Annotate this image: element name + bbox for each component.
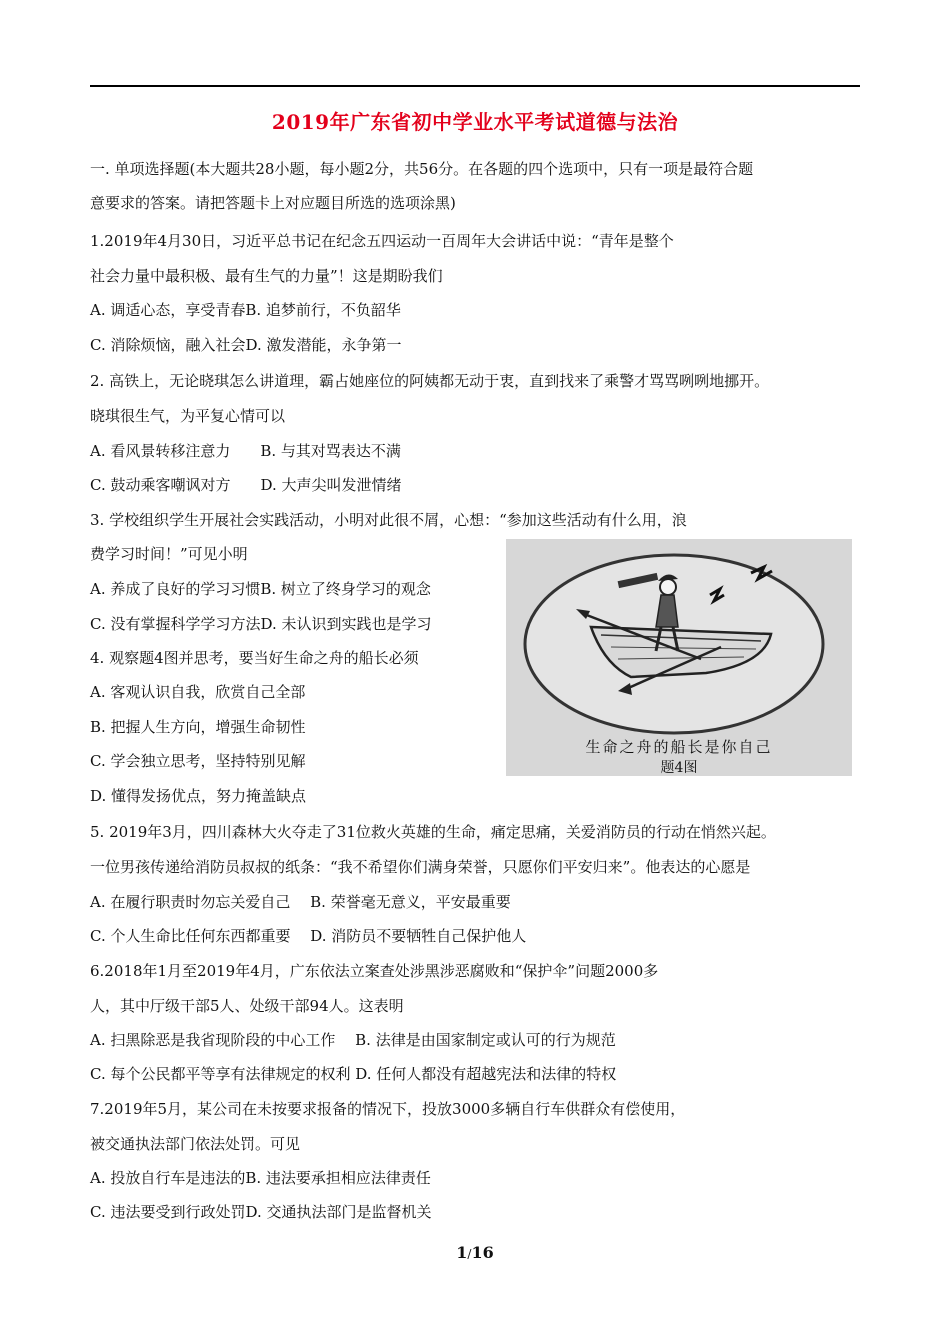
text-line: A. 客观认识自我，欣赏自己全部 [90, 683, 306, 701]
text-line: D. 懂得发扬优点，努力掩盖缺点 [90, 787, 307, 805]
text-line: 被交通执法部门依法处罚。可见 [90, 1135, 301, 1153]
text-line: A. 在履行职责时勿忘关爱自己 B. 荣誉毫无意义，平安最重要 [90, 893, 511, 911]
text-line: 一位男孩传递给消防员叔叔的纸条：“我不希望你们满身荣誉，只愿你们平安归来”。他表达的心愿是 [90, 858, 751, 876]
text-line: 6.2018年1月至2019年4月，广东依法立案查处涉黑涉恶腐败和“保护伞”问题2000多 [90, 962, 659, 980]
text-line: 5. 2019年3月，四川森林大火夺走了31位救火英雄的生命，痛定思痛，关爱消防员的行动在悄然兴起。 [90, 823, 776, 841]
text-line: C. 消除烦恼，融入社会D. 激发潜能，永争第一 [90, 336, 402, 354]
text-line: 7.2019年5月，某公司在未按要求报备的情况下，投放3000多辆自行车供群众有偿使用， [90, 1100, 686, 1118]
page-total: 16 [471, 1243, 494, 1262]
text-line: A. 扫黑除恶是我省现阶段的中心工作 B. 法律是由国家制定或认可的行为规范 [90, 1031, 616, 1049]
page-current: 1 [456, 1243, 468, 1262]
header-rule [90, 85, 860, 87]
text-line: A. 调适心态，享受青春B. 追梦前行，不负韶华 [90, 301, 401, 319]
text-line: 意要求的答案。请把答题卡上对应题目所选的选项涂黑) [90, 194, 456, 212]
figure-label: 题4图 [660, 760, 698, 776]
text-line: 社会力量中最积极、最有生气的力量”！这是期盼我们 [90, 267, 443, 285]
text-line: A. 养成了良好的学习习惯B. 树立了终身学习的观念 [90, 580, 431, 598]
text-line: 3. 学校组织学生开展社会实践活动，小明对此很不屑，心想：“参加这些活动有什么用，浪 [90, 511, 687, 529]
page-title: 2019年广东省初中学业水平考试道德与法治 [271, 110, 679, 134]
figure-caption: 生命之舟的船长是你自己 [585, 738, 773, 756]
text-line: 2. 高铁上，无论晓琪怎么讲道理，霸占她座位的阿姨都无动于衷，直到找来了乘警才骂骂咧咧地挪开。 [90, 372, 770, 390]
text-line: 一. 单项选择题(本大题共28小题，每小题2分，共56分。在各题的四个选项中，只有一项是最符合题 [90, 160, 754, 178]
text-line: 人，其中厅级干部5人、处级干部94人。这表明 [90, 997, 404, 1015]
text-line: 晓琪很生气，为平复心情可以 [90, 407, 286, 425]
text-line: C. 每个公民都平等享有法律规定的权利 D. 任何人都没有超越宪法和法律的特权 [90, 1065, 617, 1083]
text-line: A. 看风景转移注意力 B. 与其对骂表达不满 [90, 442, 401, 460]
text-line: C. 鼓动乘客嘲讽对方 D. 大声尖叫发泄情绪 [90, 476, 402, 494]
text-line: 1.2019年4月30日，习近平总书记在纪念五四运动一百周年大会讲话中说：“青年是整个 [90, 232, 674, 250]
text-line: 费学习时间！”可见小明 [90, 545, 248, 563]
text-line: A. 投放自行车是违法的B. 违法要承担相应法律责任 [90, 1169, 431, 1187]
figure-life-boat [506, 539, 852, 776]
text-line: C. 没有掌握科学学习方法D. 未认识到实践也是学习 [90, 615, 432, 633]
text-line: C. 个人生命比任何东西都重要 D. 消防员不要牺牲自己保护他人 [90, 927, 527, 945]
text-line: C. 违法要受到行政处罚D. 交通执法部门是监督机关 [90, 1203, 432, 1221]
text-line: B. 把握人生方向，增强生命韧性 [90, 718, 306, 736]
page-separator: / [467, 1247, 472, 1261]
text-line: 4. 观察题4图并思考，要当好生命之舟的船长必须 [90, 649, 419, 667]
page-number [0, 1243, 950, 1262]
text-line: C. 学会独立思考，坚持特别见解 [90, 752, 306, 770]
